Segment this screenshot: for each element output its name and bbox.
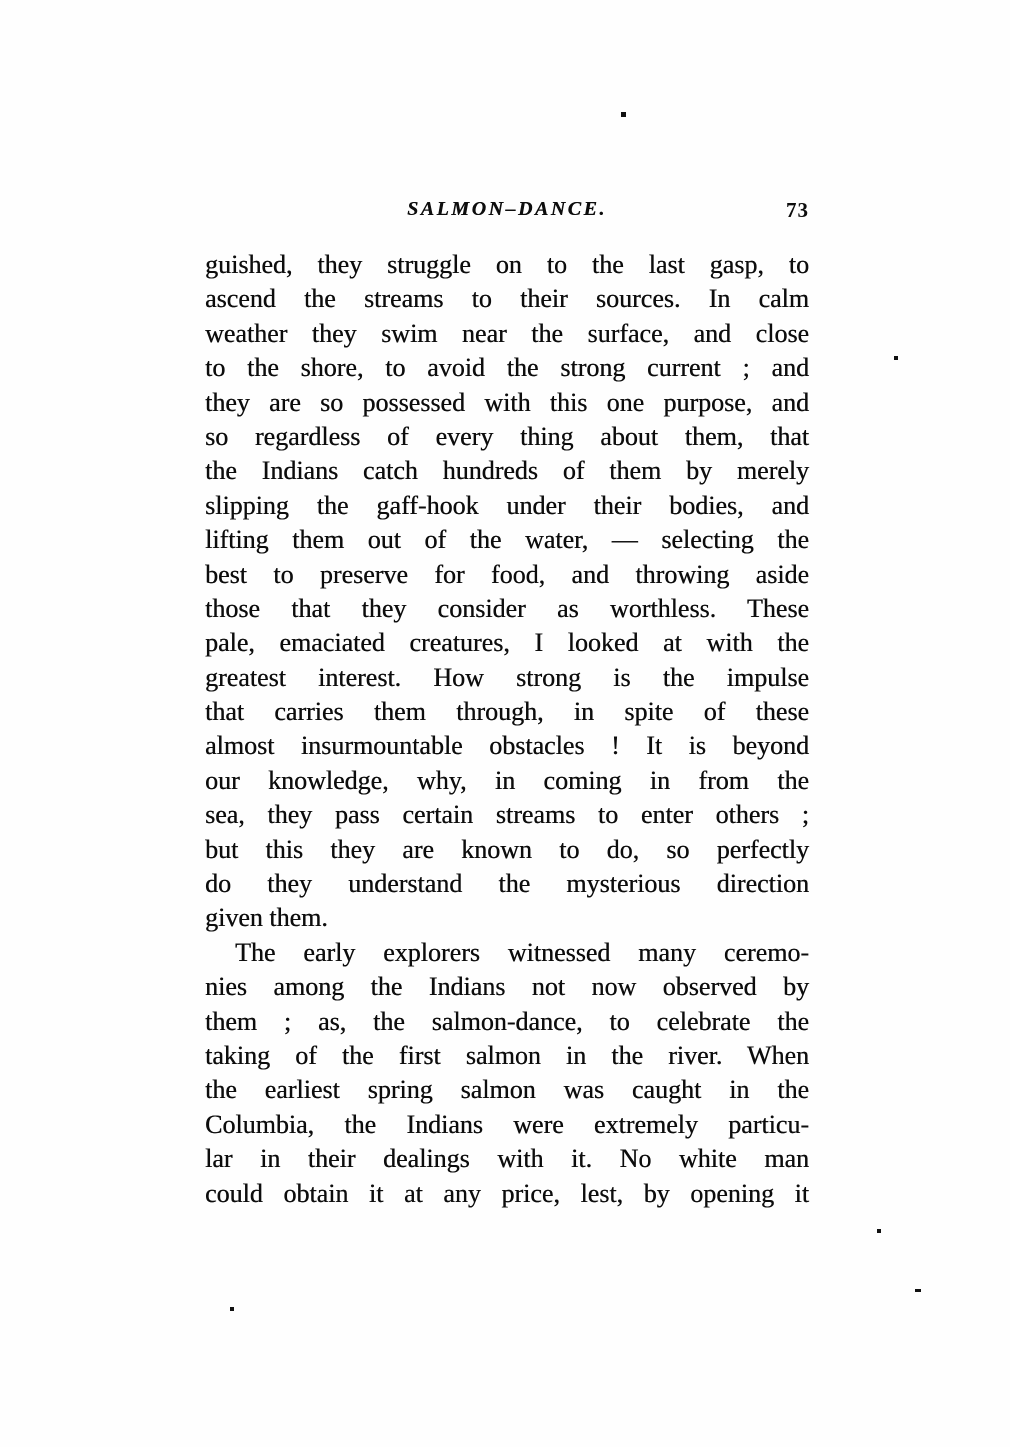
- page-number: 73: [786, 198, 809, 222]
- text-line: nies among the Indians not now observed by: [205, 972, 809, 1002]
- text-line: guished, they struggle on to the last gasp, to: [205, 250, 809, 279]
- text-line: pale, emaciated creatures, I looked at with the: [205, 628, 809, 658]
- text-line: could obtain it at any price, lest, by opening it: [205, 1178, 809, 1208]
- text-line: sea, they pass certain streams to enter others ;: [205, 800, 809, 830]
- text-line: so regardless of every thing about them, that: [205, 421, 809, 451]
- text-line: to the shore, to avoid the strong current ; and: [205, 353, 809, 383]
- text-line: our knowledge, why, in coming in from the: [205, 765, 809, 795]
- text-line: Columbia, the Indians were extremely particu-: [205, 1109, 809, 1139]
- ink-speck: [894, 356, 898, 360]
- ink-speck: [915, 1289, 921, 1292]
- text-line: but this they are known to do, so perfectly: [205, 834, 809, 864]
- text-line: the Indians catch hundreds of them by merely: [205, 456, 809, 486]
- text-line: the earliest spring salmon was caught in the: [205, 1075, 809, 1105]
- text-line: those that they consider as worthless. These: [205, 593, 809, 623]
- text-line: they are so possessed with this one purpose, and: [205, 387, 809, 417]
- text-line: weather they swim near the surface, and close: [205, 318, 809, 348]
- text-line: ascend the streams to their sources. In calm: [205, 284, 809, 314]
- page-title: SALMON–DANCE.: [407, 198, 607, 220]
- running-header: [205, 198, 809, 228]
- ink-speck: [877, 1229, 881, 1233]
- text-line: that carries them through, in spite of these: [205, 697, 809, 727]
- text-line: them ; as, the salmon-dance, to celebrate the: [205, 1006, 809, 1036]
- text-line: taking of the first salmon in the river. When: [205, 1040, 809, 1070]
- ink-speck: [230, 1307, 234, 1311]
- text-line: lifting them out of the water, — selecting the: [205, 525, 809, 555]
- text-line: almost insurmountable obstacles ! It is beyond: [205, 731, 809, 761]
- text-line: greatest interest. How strong is the impulse: [205, 662, 809, 692]
- text-line: The early explorers witnessed many ceremo-: [235, 937, 809, 967]
- text-line: best to preserve for food, and throwing aside: [205, 559, 809, 589]
- text-line: slipping the gaff-hook under their bodies, and: [205, 490, 809, 520]
- text-line: lar in their dealings with it. No white man: [205, 1144, 809, 1174]
- text-block: [205, 248, 809, 1211]
- text-line: given them.: [205, 903, 328, 933]
- ink-speck: [621, 112, 626, 117]
- text-line: do they understand the mysterious direction: [205, 869, 809, 899]
